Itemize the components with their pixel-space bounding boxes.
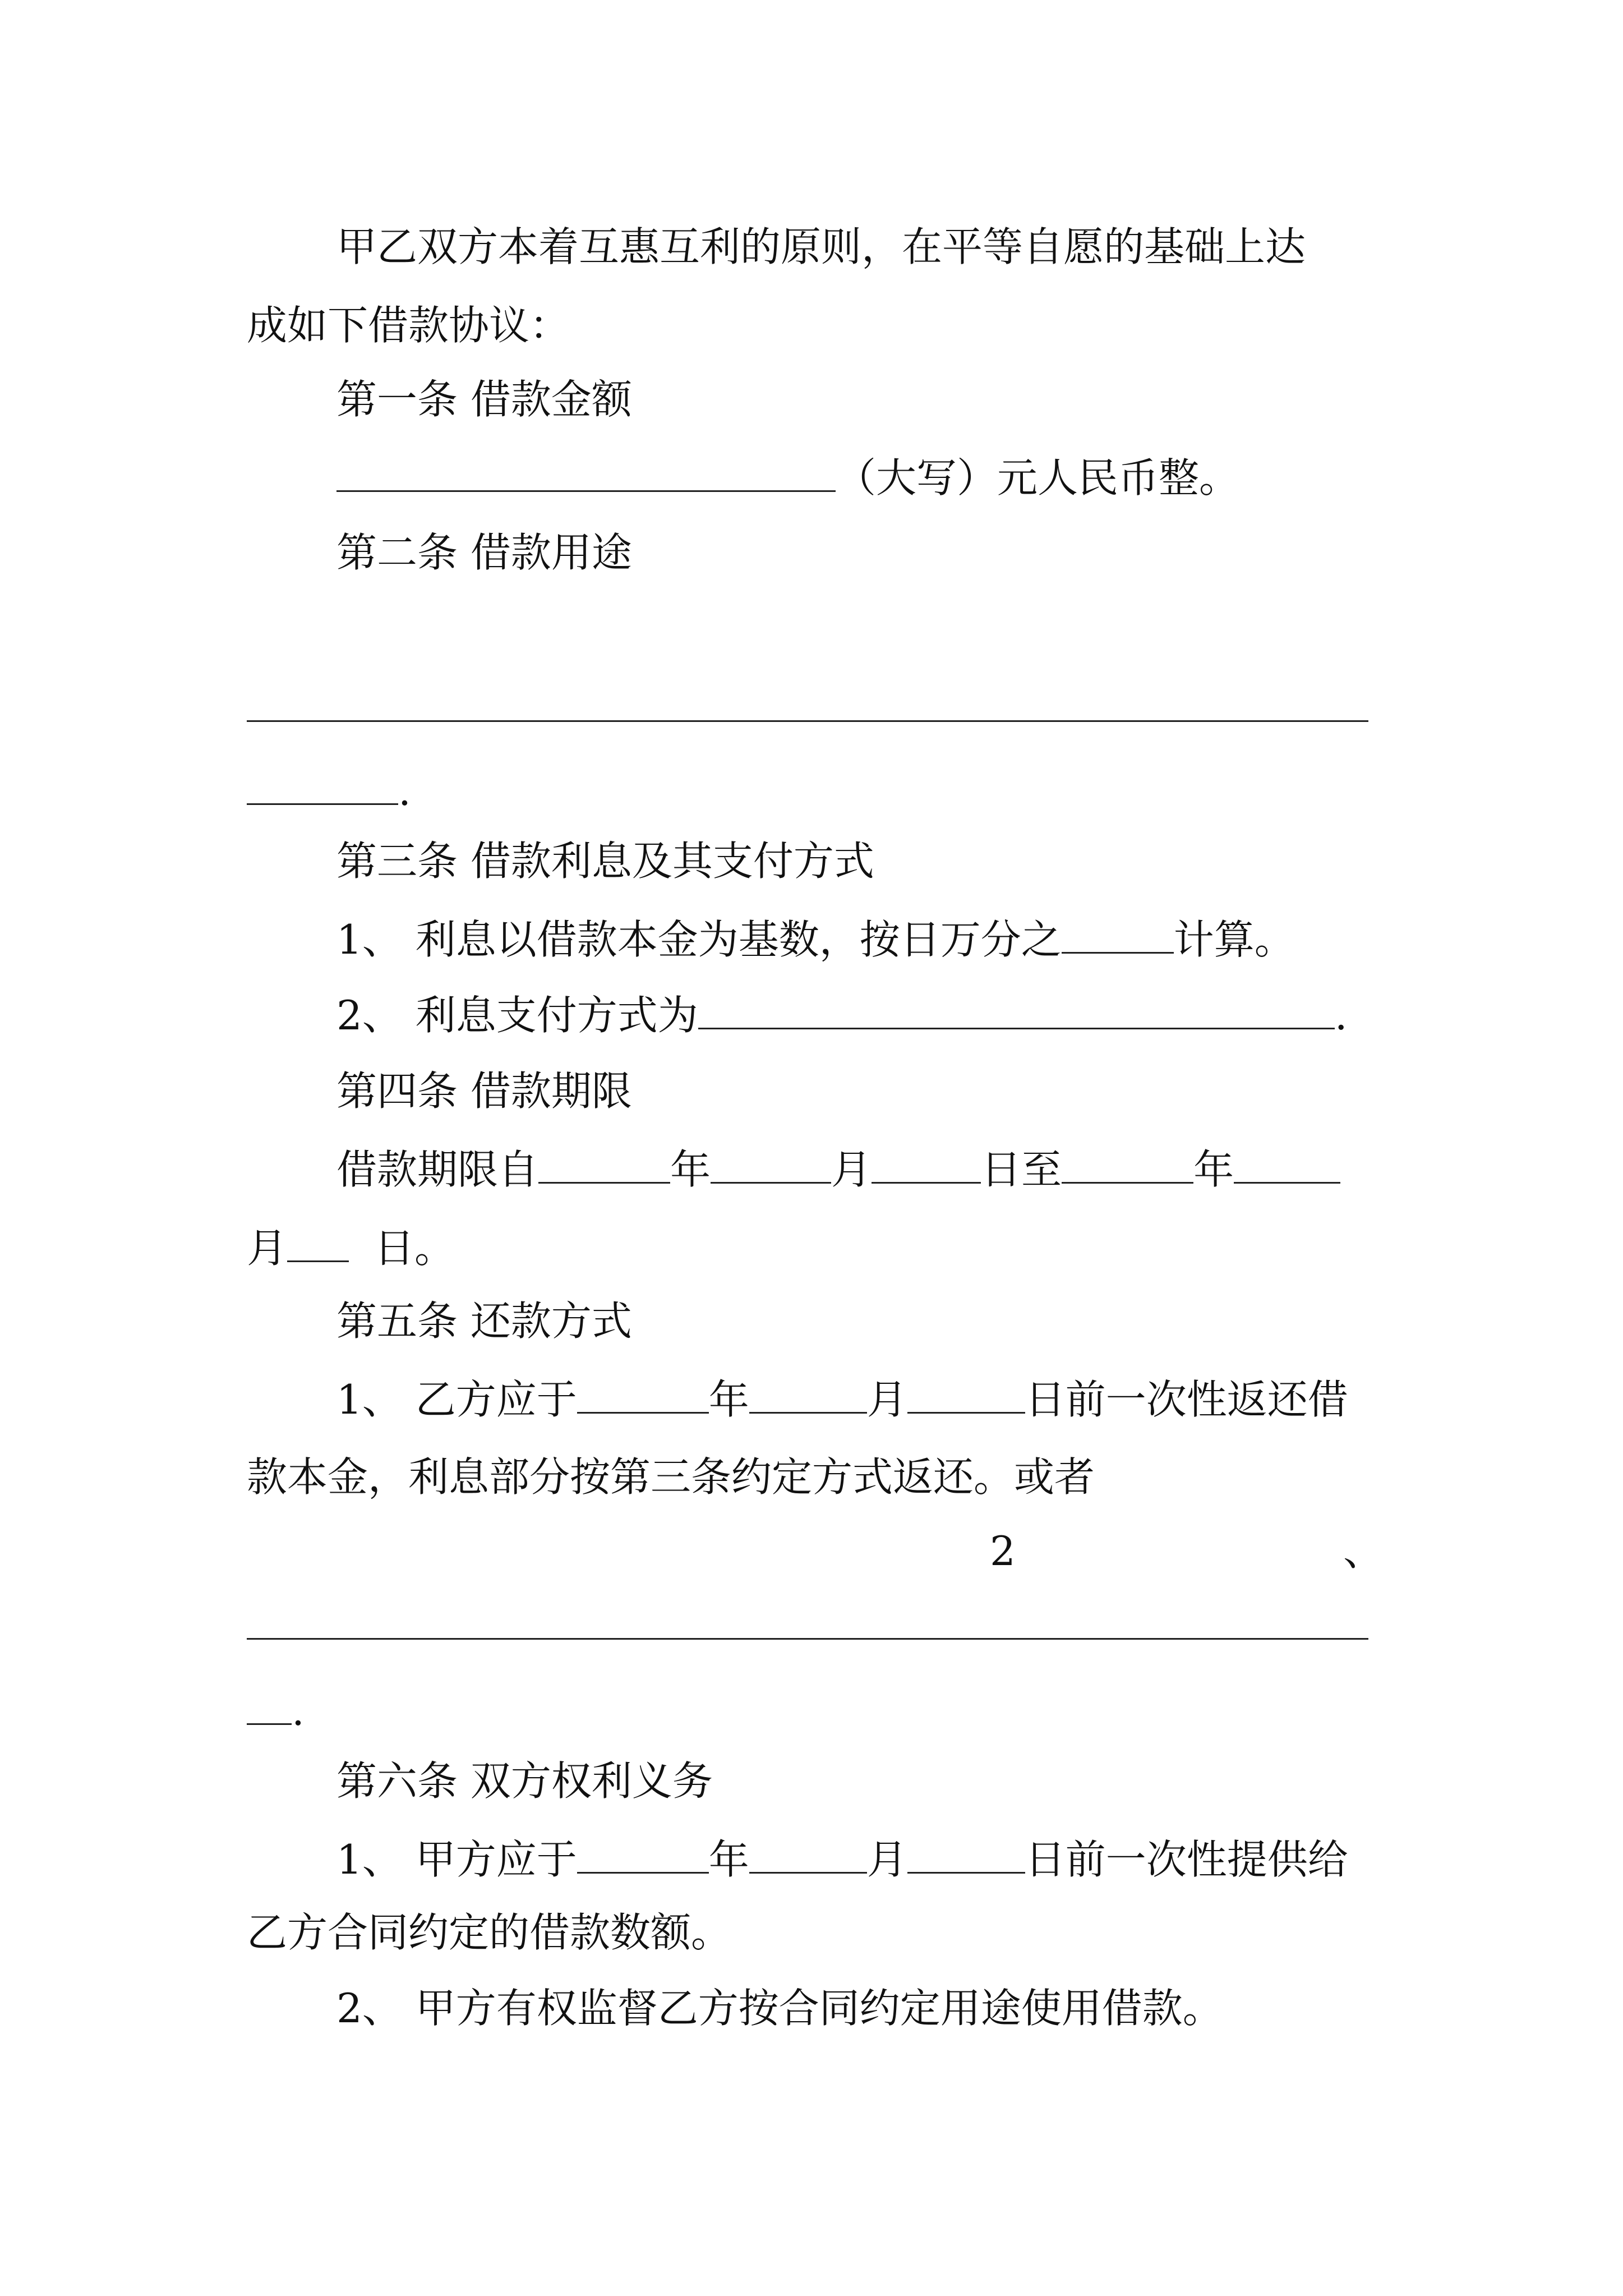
article-2-title: 第二条 借款用途 — [336, 529, 632, 576]
intro-line-1: 甲乙双方本着互惠互利的原则，在平等自愿的基础上达 — [336, 223, 1306, 270]
day-end-label: 日。 — [374, 1225, 455, 1272]
article-5-item-1 — [336, 1374, 1348, 1425]
month-label: 月 — [866, 1836, 907, 1883]
interest-rate-label: 1、 利息以借款本金为基数，按日万分之 — [336, 916, 1062, 963]
provide-day-blank[interactable] — [907, 1838, 1025, 1874]
purpose-end-mark: . — [398, 767, 411, 815]
loan-period-label: 借款期限自 — [336, 1146, 539, 1193]
purpose-line-2 — [247, 766, 411, 816]
year-label: 年 — [670, 1146, 711, 1193]
amount-blank[interactable] — [336, 457, 836, 492]
loan-period-line-2 — [247, 1223, 455, 1273]
article-4-title: 第四条 借款期限 — [336, 1068, 632, 1115]
article-5-item-2-separator: 、 — [1343, 1527, 1384, 1575]
article-1-title: 第一条 借款金额 — [336, 376, 632, 423]
article-3-item-2 — [336, 990, 1348, 1041]
provide-suffix: 日前一次性提供给 — [1025, 1836, 1348, 1883]
end-month-blank-part[interactable] — [1234, 1148, 1340, 1184]
provide-date-label: 1、 甲方应于 — [336, 1836, 577, 1883]
interest-rate-blank[interactable] — [1062, 918, 1174, 954]
article-6-item-1-line-2: 乙方合同约定的借款数额。 — [247, 1909, 732, 1956]
payment-method-label: 2、 利息支付方式为 — [336, 992, 698, 1039]
purpose-blank-line-1[interactable] — [247, 720, 1368, 722]
repay-alt-blank-line-2[interactable] — [247, 1690, 292, 1725]
end-year-blank[interactable] — [1062, 1148, 1193, 1184]
article-5-item-2-number: 2 — [990, 1527, 1016, 1575]
purpose-blank-line-2[interactable] — [247, 770, 398, 805]
end-day-blank[interactable] — [287, 1227, 349, 1262]
provide-month-blank[interactable] — [749, 1838, 867, 1874]
day-to-label: 日至 — [981, 1146, 1062, 1193]
start-year-blank[interactable] — [538, 1148, 670, 1184]
repay-suffix: 日前一次性返还借 — [1025, 1376, 1348, 1423]
article-3-item-1 — [336, 914, 1295, 965]
intro-line-2: 成如下借款协议： — [247, 302, 570, 349]
article-6-item-1 — [336, 1834, 1348, 1885]
article-1-amount-line — [336, 453, 1239, 503]
year-label: 年 — [708, 1836, 749, 1883]
interest-rate-suffix: 计算。 — [1173, 916, 1295, 963]
payment-method-end-mark: . — [1334, 992, 1348, 1039]
article-6-item-2: 2、 甲方有权监督乙方按合同约定用途使用借款。 — [336, 1985, 1223, 2032]
payment-method-blank[interactable] — [698, 994, 1335, 1029]
article-3-title: 第三条 借款利息及其支付方式 — [336, 838, 874, 885]
month-label: 月 — [247, 1225, 288, 1272]
repay-year-blank[interactable] — [577, 1378, 709, 1414]
amount-suffix: （大写）元人民币整。 — [836, 454, 1240, 501]
repay-alt-end-mark: . — [292, 1687, 305, 1734]
repay-alt-line-2 — [247, 1686, 305, 1736]
month-label: 月 — [831, 1146, 872, 1193]
start-day-blank[interactable] — [872, 1148, 981, 1184]
year-label: 年 — [1193, 1146, 1234, 1193]
start-month-blank[interactable] — [711, 1148, 831, 1184]
year-label: 年 — [708, 1376, 749, 1423]
repay-day-blank[interactable] — [907, 1378, 1025, 1414]
provide-year-blank[interactable] — [577, 1838, 709, 1874]
month-label: 月 — [866, 1376, 907, 1423]
article-6-title: 第六条 双方权利义务 — [336, 1757, 713, 1805]
repay-alt-blank-line-1[interactable] — [247, 1638, 1368, 1640]
article-5-item-1-line-2: 款本金，利息部分按第三条约定方式返还。或者 — [247, 1453, 1095, 1501]
article-5-title: 第五条 还款方式 — [336, 1297, 632, 1345]
loan-period-line-1 — [336, 1144, 1340, 1195]
repay-month-blank[interactable] — [749, 1378, 867, 1414]
repay-date-label: 1、 乙方应于 — [336, 1376, 577, 1423]
